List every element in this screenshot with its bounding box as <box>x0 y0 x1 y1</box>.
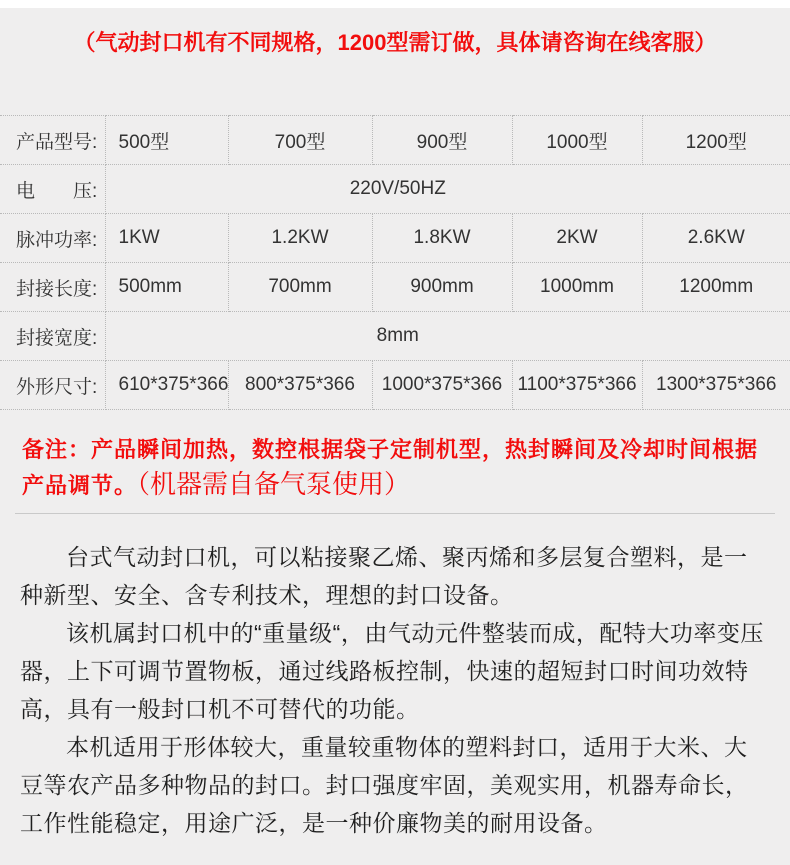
spec-value: 900mm <box>372 263 512 312</box>
spec-label: 产品型号: <box>0 116 105 165</box>
remark-main-text: 备注：产品瞬间加热，数控根据袋子定制机型，热封瞬间及冷却时间根据产品调节。 <box>22 437 759 498</box>
spec-value: 1KW <box>105 214 228 263</box>
spec-value: 1300*375*366 <box>642 361 790 410</box>
spec-value: 1.2KW <box>228 214 372 263</box>
table-row-voltage <box>0 165 790 214</box>
spec-table <box>0 115 790 410</box>
spec-value: 1100*375*366 <box>512 361 642 410</box>
header-notice: （气动封口机有不同规格，1200型需订做，具体请咨询在线客服） <box>73 30 717 55</box>
top-white-strip <box>0 0 790 8</box>
spec-value: 2KW <box>512 214 642 263</box>
spec-value-span: 220V/50HZ <box>105 165 790 214</box>
spec-value: 1200mm <box>642 263 790 312</box>
spec-value: 610*375*366 <box>105 361 228 410</box>
spec-value: 500型 <box>105 116 228 165</box>
spec-value: 700mm <box>228 263 372 312</box>
spec-value: 1000型 <box>512 116 642 165</box>
spec-label: 封接长度: <box>0 263 105 312</box>
spec-value-span: 8mm <box>105 312 790 361</box>
spec-value: 800*375*366 <box>228 361 372 410</box>
spec-value: 1.8KW <box>372 214 512 263</box>
table-row-dimensions <box>0 361 790 410</box>
description-paragraph-2: 该机属封口机中的“重量级“，由气动元件整装而成，配特大功率变压器，上下可调节置物板，通过线路板控制，快速的超短封口时间功效特高，具有一般封口机不可替代的功能。 <box>20 620 764 722</box>
spec-value: 1000*375*366 <box>372 361 512 410</box>
spec-value: 1200型 <box>642 116 790 165</box>
table-row-seal-width <box>0 312 790 361</box>
spec-label: 外形尺寸: <box>0 361 105 410</box>
spec-label: 电 压: <box>0 165 105 214</box>
table-row-seal-length <box>0 263 790 312</box>
spec-value: 1000mm <box>512 263 642 312</box>
section-divider <box>15 513 775 514</box>
spec-value: 900型 <box>372 116 512 165</box>
product-description <box>20 538 770 842</box>
remark-note <box>22 432 770 503</box>
spec-label: 脉冲功率: <box>0 214 105 263</box>
table-row-model <box>0 116 790 165</box>
spec-value: 2.6KW <box>642 214 790 263</box>
description-paragraph-3: 本机适用于形体较大，重量较重物体的塑料封口，适用于大米、大豆等农产品多种物品的封口。封口强度牢固，美观实用，机器寿命长，工作性能稳定，用途广泛，是一种价廉物美的耐用设备。 <box>20 734 749 836</box>
spec-label: 封接宽度: <box>0 312 105 361</box>
description-paragraph-1: 台式气动封口机，可以粘接聚乙烯、聚丙烯和多层复合塑料，是一种新型、安全、含专利技术，理想的封口设备。 <box>20 544 748 608</box>
spec-value: 700型 <box>228 116 372 165</box>
table-row-pulse-power <box>0 214 790 263</box>
spec-value: 500mm <box>105 263 228 312</box>
remark-paren-text: （机器需自备气泵使用） <box>137 469 411 499</box>
